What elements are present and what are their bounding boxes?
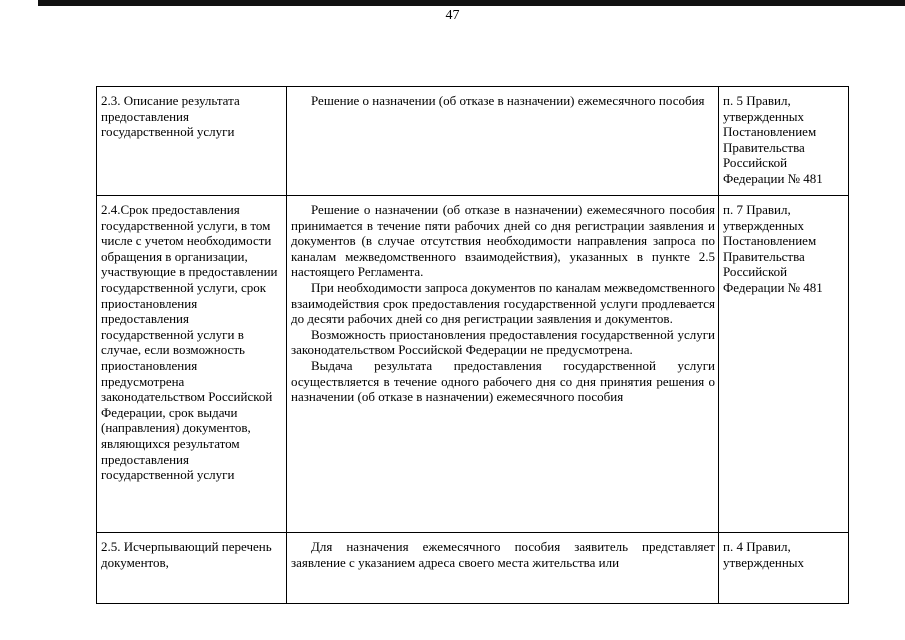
scan-edge-bar [38,0,905,6]
page-number: 47 [445,8,460,23]
service-element-cell: 2.4.Срок предоставления государственной услуги, в том числе с учетом необходимости обращения в организации, участвующие в предоставлении государственной услуги, срок приостановления предоставления государственной услуги в случае, если возможность приостановления предусмотрена законодательством Российской Федерации, срок выдачи (направления) документов, являющихся результатом предоставления государственной услуги [97,196,287,533]
description-cell [287,533,719,604]
description-cell [287,196,719,533]
description-paragraph: Решение о назначении (об отказе в назначении) ежемесячного пособия принимается в течение пяти рабочих дней со дня регистрации заявления и документов (в случае отсутствия необходимости направления запроса по каналам межведомственного взаимодействия), указанных в пункте 2.5 настоящего Регламента. [291,202,715,280]
table-row [97,533,849,604]
service-element-cell: 2.3. Описание результата предоставления государственной услуги [97,87,287,196]
legal-basis-cell: п. 4 Правил, утвержденных [719,533,849,604]
description-paragraph: Возможность приостановления предоставления государственной услуги законодательством Российской Федерации не предусмотрена. [291,326,715,358]
description-cell [287,87,719,196]
table-row [97,196,849,533]
legal-basis-cell: п. 7 Правил, утвержденных Постановлением Правительства Российской Федерации № 481 [719,196,849,533]
description-paragraph: При необходимости запроса документов по каналам межведомственного взаимодействия срок предоставления государственной услуги продлевается до десяти рабочих дней со дня регистрации заявления и документов. [291,279,715,327]
service-element-cell: 2.5. Исчерпывающий перечень документов, [97,533,287,604]
regulation-table [96,86,849,604]
table-row [97,87,849,196]
description-paragraph: Для назначения ежемесячного пособия заявитель представляет заявление с указанием адреса своего места жительства или [291,539,715,570]
description-paragraph: Выдача результата предоставления государственной услуги осуществляется в течение одного рабочего дня со дня принятия решения о назначении (об отказе в назначении) ежемесячного пособия [291,357,715,405]
description-paragraph: Решение о назначении (об отказе в назначении) ежемесячного пособия [311,93,705,108]
legal-basis-cell: п. 5 Правил, утвержденных Постановлением Правительства Российской Федерации № 481 [719,87,849,196]
